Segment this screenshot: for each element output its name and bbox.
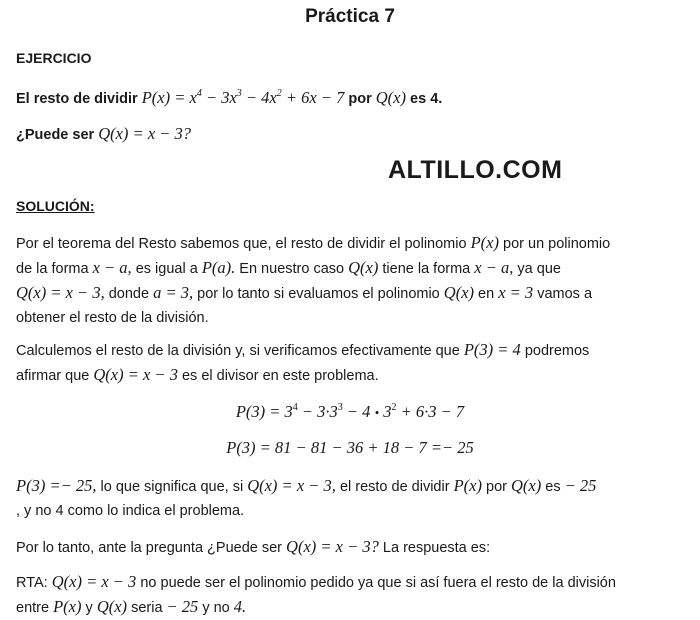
question-prefix: ¿Puede ser: [16, 127, 95, 143]
section-solucion-heading: SOLUCIÓN:: [16, 198, 95, 214]
solution-paragraph-2: Calculemos el resto de la división y, si verificamos efectivamente que P(3) = 4 podremos afirmar que Q(x) = x − 3 es el divisor en este problema.: [16, 340, 590, 384]
equation-2: P(3) = 81 − 81 − 36 + 18 − 7 =− 25: [226, 438, 474, 457]
question: [16, 124, 191, 144]
equation-1: $P(3) = 3^4 - 3\cdot 3^3 - 4$ • $3^2 + 6\cdot 3 - 7$: [235, 401, 465, 421]
statement-P: $P(x) = x^4 - 3x^3 - 4x^2 + 6x - 7$: [141, 87, 345, 107]
section-ejercicio-heading: EJERCICIO: [16, 50, 92, 66]
solution-paragraph-4: Por lo tanto, ante la pregunta ¿Puede ser Q(x) = x − 3? La respuesta es:: [16, 537, 491, 556]
statement-suffix: es 4.: [410, 91, 443, 107]
solution-paragraph-3: P(3) =− 25, lo que significa que, si Q(x) = x − 3, el resto de dividir P(x) por Q(x) es − 25 , y no 4 como lo indica el problema.: [16, 476, 597, 519]
page-title: Práctica 7: [305, 6, 395, 27]
question-expr: Q(x) = x − 3?: [98, 124, 192, 143]
statement-por: por: [348, 91, 372, 107]
watermark-text: ALTILLO.COM: [388, 156, 563, 184]
answer-paragraph: RTA: Q(x) = x − 3 no puede ser el polinomio pedido ya que si así fuera el resto de la división entre P(x) y Q(x) seria − 25 y no 4.: [16, 572, 616, 616]
statement-prefix: El resto de dividir: [16, 91, 138, 107]
problem-statement: [16, 88, 442, 108]
statement-Q: Q(x): [375, 88, 406, 107]
solution-paragraph-1: Por el teorema del Resto sabemos que, el resto de dividir el polinomio P(x) por un polinomio de la forma x − a, es igual a P(a). En nuestro caso Q(x) tiene la forma x − a, ya que Q(x) = x − 3, donde a = 3, por lo tanto si evaluamos el polinomio Q(x) en x = 3 vamos a obtener el resto de la división.: [16, 233, 611, 326]
